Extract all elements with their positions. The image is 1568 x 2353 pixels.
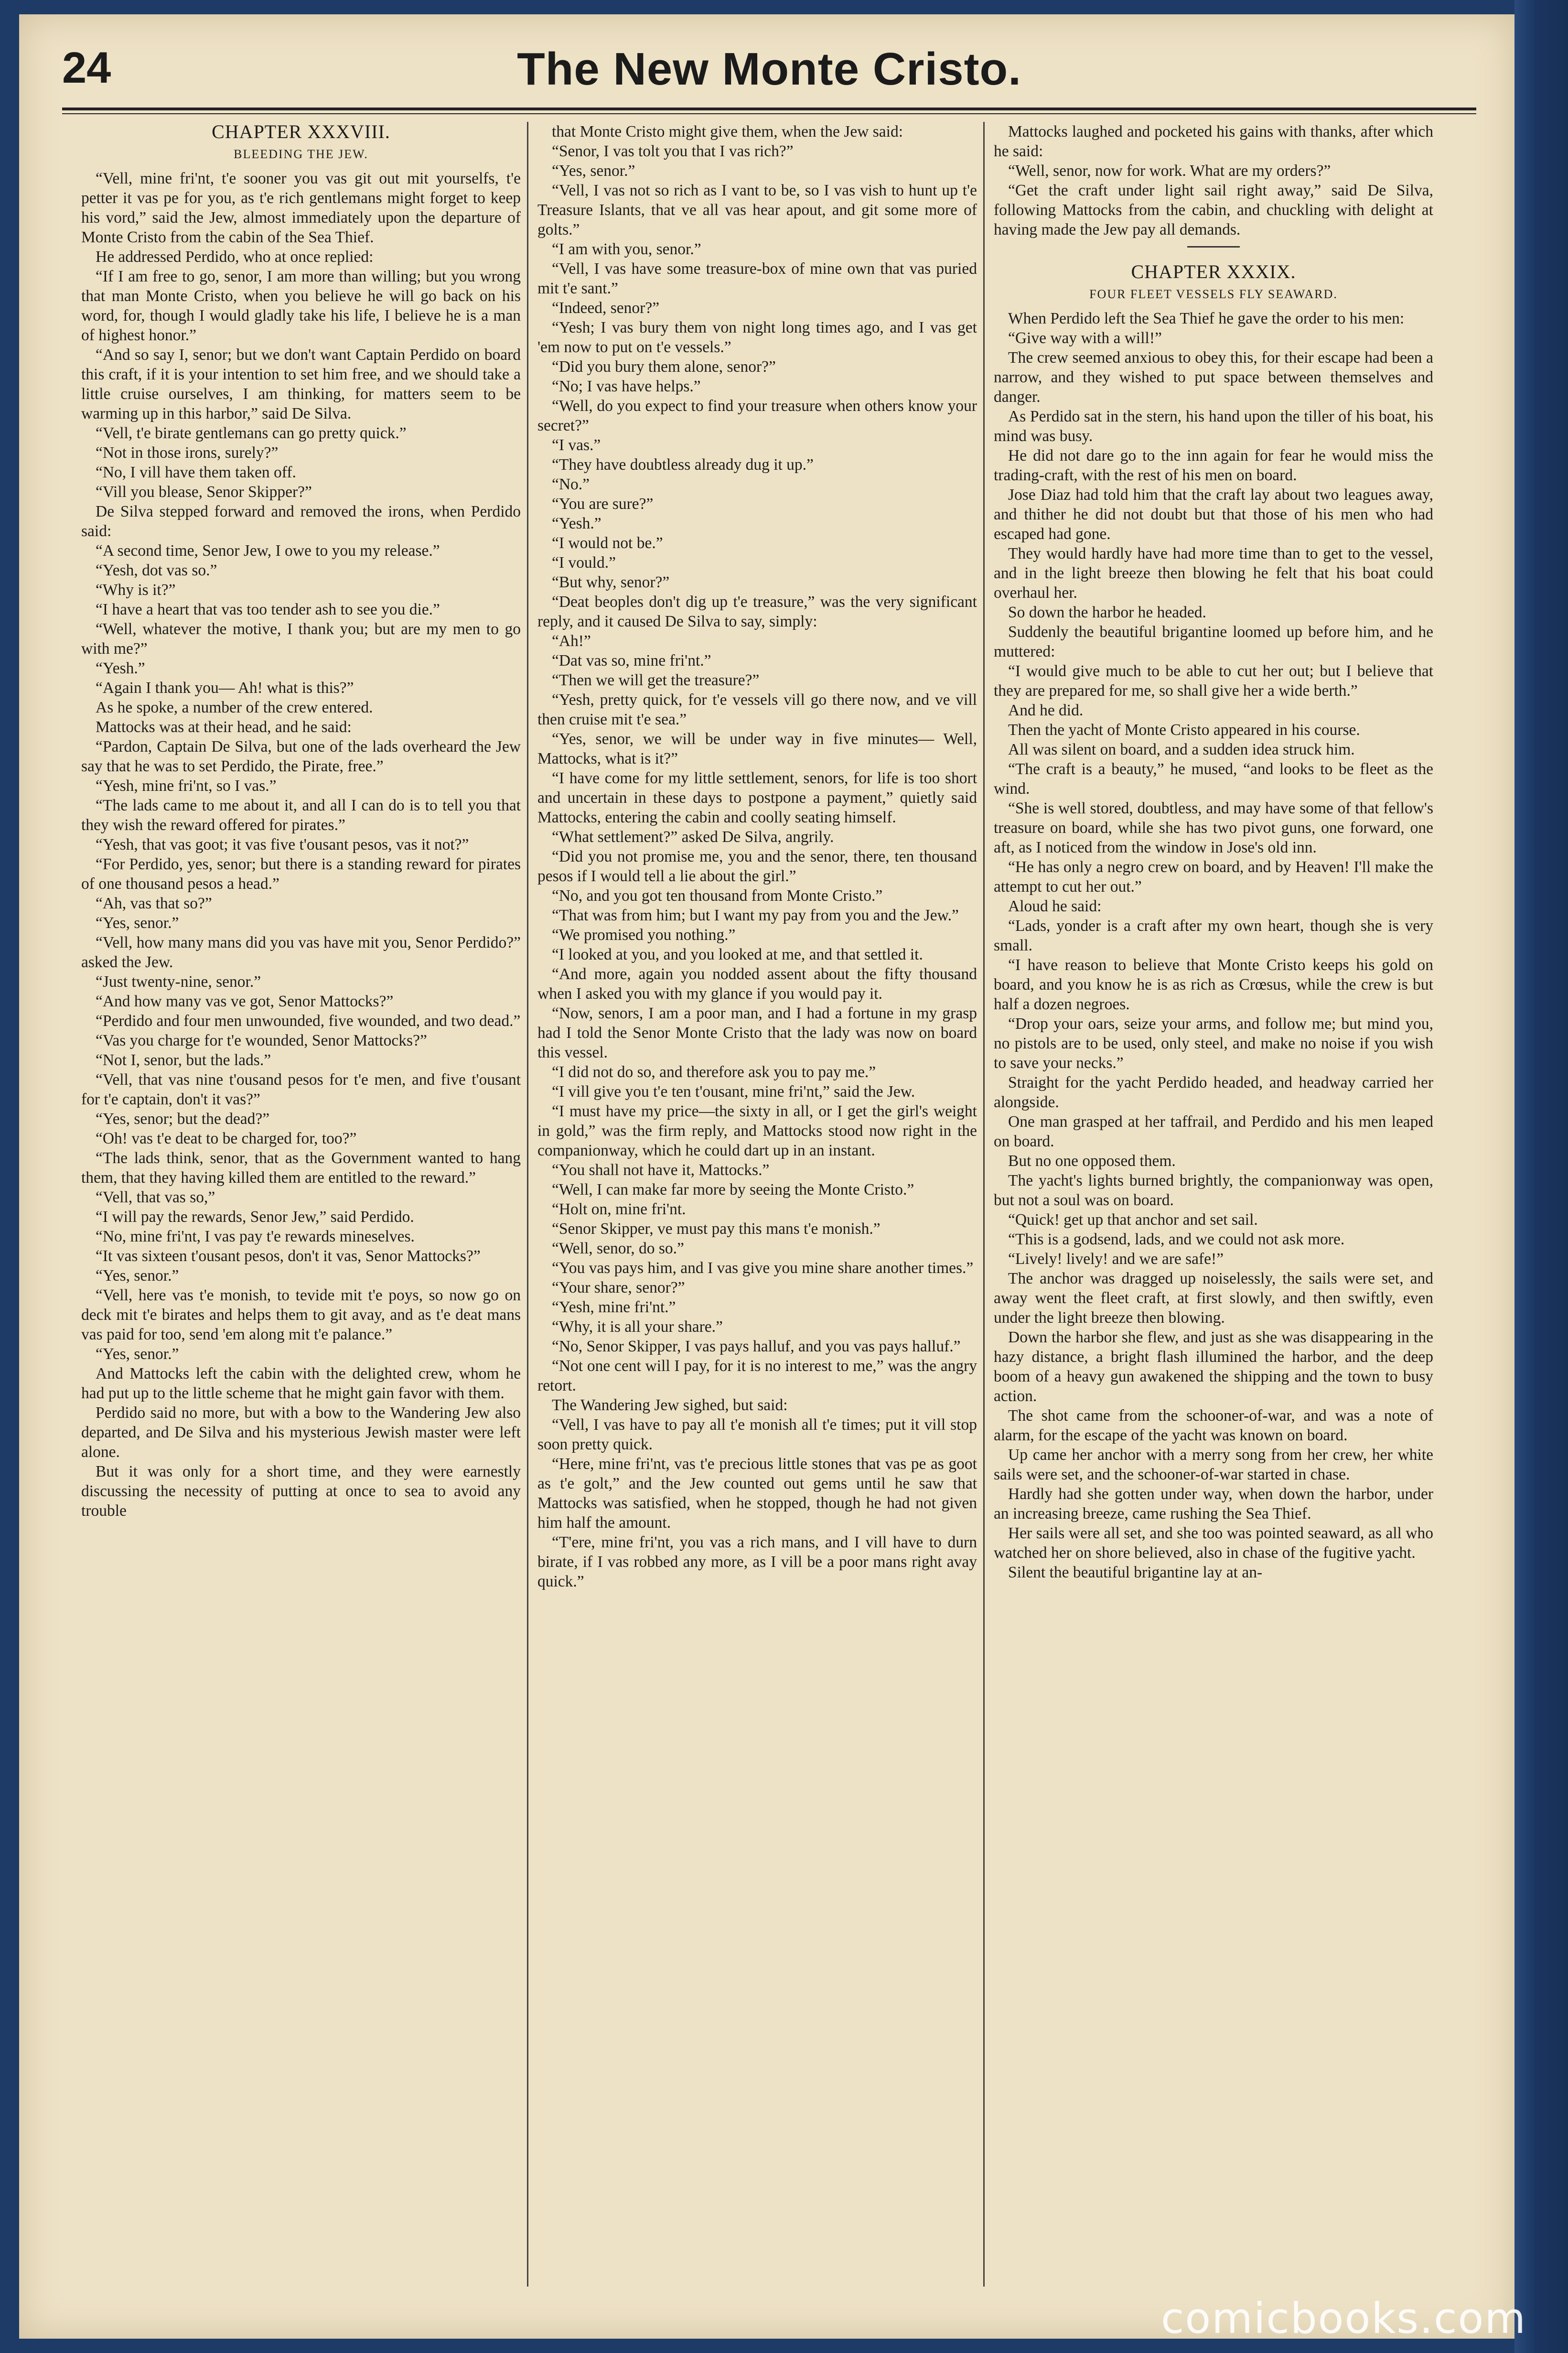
paragraph: “You are sure?” [552, 495, 654, 513]
paragraph: “Vell, I vas not so rich as I vant to be, so I vas vish to hunt up t'e Treasure Islants, that ve all vas hear apout, and git some more of golts.” [537, 182, 977, 238]
paragraph: Aloud he said: [1008, 897, 1102, 915]
paragraph: “Drop your oars, seize your arms, and follow me; but mind you, no pistols are to be used, only steel, and make no noise if you wish to save your necks.” [994, 1015, 1433, 1072]
paragraph: “Vill you blease, Senor Skipper?” [96, 483, 312, 501]
paragraph: “And so say I, senor; but we don't want Captain Perdido on board this craft, if it is your intention to set him free, and we should take a little cruise ourselves, I am thinking, for matters seem to be warming up in this harbor,” said De Silva. [81, 346, 521, 422]
page-title: The New Monte Cristo. [517, 43, 1021, 95]
paragraph: “Deat beoples don't dig up t'e treasure,” was the very significant reply, and it caused De Silva to say, simply: [537, 593, 977, 630]
book-spine [1514, 0, 1568, 2353]
paragraph: And Mattocks left the cabin with the delighted crew, whom he had put up to the little scheme that he might gain favor with them. [81, 1365, 521, 1402]
paragraph: But no one opposed them. [1008, 1152, 1176, 1170]
paragraph: “Vell, I vas have to pay all t'e monish all t'e times; put it vill stop soon pretty quick. [537, 1416, 977, 1453]
paragraph: Silent the beautiful brigantine lay at an- [1008, 1564, 1263, 1581]
paragraph: “T'ere, mine fri'nt, you vas a rich mans, and I vill have to durn birate, if I vas robbed any more, as I vill be a poor mans right avay quick.” [537, 1533, 977, 1590]
paragraph: “Just twenty-nine, senor.” [96, 973, 261, 991]
paragraph: “This is a godsend, lads, and we could not ask more. [1008, 1230, 1345, 1248]
paragraph: “Your share, senor?” [552, 1279, 685, 1296]
paragraph: “Ah!” [552, 632, 591, 650]
paragraph: He addressed Perdido, who at once replied: [96, 248, 374, 266]
chapter-heading: CHAPTER XXXIX. [1131, 261, 1296, 282]
column-2 [537, 122, 977, 2287]
paragraph: “If I am free to go, senor, I am more than willing; but you wrong that man Monte Cristo, when you believe he will go back on his word, for, though I would gladly take his life, I believe he is a man of highest honor.” [81, 268, 521, 344]
chapter-heading: CHAPTER XXXVIII. [212, 122, 390, 142]
paragraph: “Yesh; I vas bury them von night long times ago, and I vas get 'em now to put on t'e vessels.” [537, 319, 977, 356]
paragraph: “I have come for my little settlement, senors, for life is too short and uncertain in these days to postpone a payment,” quietly said Mattocks, entering the cabin and coolly seating himself. [537, 769, 977, 826]
paragraph: “Yes, senor.” [96, 1345, 179, 1363]
paragraph: The shot came from the schooner-of-war, and was a note of alarm, for the escape of the yacht was known on board. [994, 1407, 1433, 1444]
paragraph: “Yesh.” [96, 659, 145, 677]
paragraph: Up came her anchor with a merry song from her crew, her white sails were set, and the schooner-of-war started in chase. [994, 1446, 1433, 1483]
paragraph: “Yes, senor.” [552, 162, 635, 180]
paragraph: “I vould.” [552, 554, 616, 572]
paragraph: “For Perdido, yes, senor; but there is a standing reward for pirates of one thousand pesos a head.” [81, 855, 521, 893]
page-header [62, 33, 1476, 105]
paragraph: “You shall not have it, Mattocks.” [552, 1161, 770, 1179]
paragraph: Jose Diaz had told him that the craft lay about two leagues away, and thither he did not doubt but that those of his men who had escaped had gone. [994, 486, 1433, 543]
paragraph: “Yesh, that vas goot; it vas five t'ousant pesos, vas it not?” [96, 836, 469, 853]
paragraph: “No, I vill have them taken off. [96, 464, 296, 481]
paragraph: But it was only for a short time, and they were earnestly discussing the necessity of putting at once to sea to avoid any trouble [81, 1463, 521, 1520]
paragraph: “Why is it?” [96, 581, 176, 599]
paragraph: “But why, senor?” [552, 573, 670, 591]
paragraph: “Indeed, senor?” [552, 299, 660, 317]
paragraph: “Now, senors, I am a poor man, and I had a fortune in my grasp had I told the Senor Monte Cristo that the lady was now on board this vessel. [537, 1004, 977, 1061]
paragraph: “Not I, senor, but the lads.” [96, 1051, 271, 1069]
chapter-subtitle: BLEEDING THE JEW. [234, 147, 368, 161]
paragraph: When Perdido left the Sea Thief he gave the order to his men: [1008, 310, 1405, 327]
paragraph: All was silent on board, and a sudden idea struck him. [1008, 741, 1355, 758]
paragraph: The Wandering Jew sighed, but said: [552, 1396, 788, 1414]
paragraph: “No, and you got ten thousand from Monte Cristo.” [552, 887, 883, 905]
paragraph: “Oh! vas t'e deat to be charged for, too?” [96, 1130, 357, 1147]
paragraph: “I would give much to be able to cut her out; but I believe that they are prepared for me, so shall give her a wide berth.” [994, 662, 1433, 700]
paragraph: “Yesh, pretty quick, for t'e vessels vill go there now, and ve vill then cruise mit t'e sea.” [537, 691, 977, 728]
paragraph: “I looked at you, and you looked at me, and that settled it. [552, 946, 923, 963]
column-1 [81, 122, 521, 2287]
paragraph: Then the yacht of Monte Cristo appeared in his course. [1008, 721, 1360, 739]
paragraph: “You vas pays him, and I vas give you mine share another times.” [552, 1259, 974, 1277]
paragraph: “I have a heart that vas too tender ash to see you die.” [96, 601, 440, 618]
paragraph: “Yes, senor; but the dead?” [96, 1110, 270, 1128]
paragraph: The anchor was dragged up noiselessly, the sails were set, and away went the fleet craft, at first slowly, and then swiftly, even under the light breeze then blowing. [994, 1270, 1433, 1327]
paragraph: Straight for the yacht Perdido headed, and headway carried her alongside. [994, 1074, 1433, 1111]
paragraph: “Well, senor, do so.” [552, 1240, 684, 1257]
paragraph: “And how many vas ve got, Senor Mattocks?” [96, 993, 394, 1010]
paragraph: “Quick! get up that anchor and set sail. [1008, 1211, 1258, 1229]
header-rule [62, 108, 1476, 114]
paragraph: “She is well stored, doubtless, and may have some of that fellow's treasure on board, while she has two pivot guns, one forward, one aft, as I noticed from the window in Jose's old inn. [994, 799, 1433, 856]
paragraph: They would hardly have had more time than to get to the vessel, and in the light breeze then blowing he felt that his boat could overhaul her. [994, 545, 1433, 602]
paragraph: “I have reason to believe that Monte Cristo keeps his gold on board, and you know he is as rich as Crœsus, while the crew is but half a dozen negroes. [994, 956, 1433, 1013]
paragraph: “Not in those irons, surely?” [96, 444, 279, 462]
paragraph: “Lively! lively! and we are safe!” [1008, 1250, 1224, 1268]
column-1-text [81, 169, 521, 1521]
section-divider [1187, 246, 1240, 248]
paragraph: “I must have my price—the sixty in all, or I get the girl's weight in gold,” was the firm reply, and Mattocks stood now right in the companionway, which he could dart up in an instant. [537, 1102, 977, 1159]
paragraph: “Vell, mine fri'nt, t'e sooner you vas git out mit yourselfs, t'e petter it vas pe for you, as t'e rich gentlemans might forget to keep his vord,” said the Jew, almost immediately upon the departure of Monte Cristo from the cabin of the Sea Thief. [81, 170, 521, 246]
paragraph: As he spoke, a number of the crew entered. [96, 699, 373, 716]
paragraph: “Not one cent will I pay, for it is no interest to me,” was the angry retort. [537, 1357, 977, 1394]
paragraph: “A second time, Senor Jew, I owe to you my release.” [96, 542, 440, 560]
paragraph: “Ah, vas that so?” [96, 895, 212, 912]
paragraph: “He has only a negro crew on board, and by Heaven! I'll make the attempt to cut her out.” [994, 858, 1433, 896]
paragraph: “It vas sixteen t'ousant pesos, don't it vas, Senor Mattocks?” [96, 1247, 481, 1265]
paragraph: “We promised you nothing.” [552, 926, 736, 944]
paragraph: “What settlement?” asked De Silva, angrily. [552, 828, 834, 846]
paragraph: “The lads came to me about it, and all I can do is to tell you that they wish the reward offered for pirates.” [81, 797, 521, 834]
watermark: comicbooks.com [1161, 2294, 1527, 2343]
paragraph: “Pardon, Captain De Silva, but one of the lads overheard the Jew say that he was to set Perdido, the Pirate, free.” [81, 738, 521, 775]
paragraph: “Yesh, dot vas so.” [96, 561, 217, 579]
paragraph: “The craft is a beauty,” he mused, “and looks to be fleet as the wind. [994, 760, 1433, 798]
paragraph: “Yes, senor.” [96, 1267, 179, 1284]
column-3-text-before [994, 122, 1433, 239]
paragraph: “Vell, how many mans did you vas have mit you, Senor Perdido?” asked the Jew. [81, 934, 521, 971]
paragraph: “Vell, that vas nine t'ousand pesos for t'e men, and five t'ousant for t'e captain, don't it vas?” [81, 1071, 521, 1108]
paragraph: “No; I vas have helps.” [552, 378, 701, 395]
paragraph: “That was from him; but I want my pay from you and the Jew.” [552, 907, 959, 924]
paragraph: “Senor, I vas tolt you that I vas rich?” [552, 142, 794, 160]
column-divider [527, 122, 528, 2287]
paragraph: “Here, mine fri'nt, vas t'e precious little stones that vas pe as goot as t'e golt,” and the Jew counted out gems until he saw that Mattocks was satisfied, when he stopped, though he had not given him half the amount. [537, 1455, 977, 1532]
paragraph: “Yesh, mine fri'nt, so I vas.” [96, 777, 277, 795]
paragraph: “And more, again you nodded assent about the fifty thousand when I asked you with my glance if you would pay it. [537, 965, 977, 1003]
page-number: 24 [62, 43, 111, 92]
paragraph: He did not dare go to the inn again for fear he would miss the trading-craft, with the rest of his men on board. [994, 447, 1433, 484]
paragraph: “Vell, I vas have some treasure-box of mine own that vas puried mit t'e sant.” [537, 260, 977, 297]
paragraph: “Yes, senor.” [96, 914, 179, 932]
paragraph: “Again I thank you— Ah! what is this?” [96, 679, 354, 697]
column-3-text [994, 309, 1433, 1582]
paragraph: “Yesh.” [552, 515, 601, 532]
paragraph: “Well, do you expect to find your treasure when others know your secret?” [537, 397, 977, 434]
paragraph: So down the harbor he headed. [1008, 604, 1206, 621]
paragraph: “Did you not promise me, you and the senor, there, ten thousand pesos if I would tell a lie about the girl.” [537, 848, 977, 885]
paragraph: The crew seemed anxious to obey this, for their escape had been a narrow, and they wished to put space between themselves and danger. [994, 349, 1433, 406]
column-divider [983, 122, 985, 2287]
paragraph: “Lads, yonder is a craft after my own heart, though she is very small. [994, 917, 1433, 954]
paragraph: “The lads think, senor, that as the Government wanted to hang them, that they having killed them are entitled to the reward.” [81, 1149, 521, 1187]
paragraph: “I will pay the rewards, Senor Jew,” said Perdido. [96, 1208, 414, 1226]
paragraph: “No, mine fri'nt, I vas pay t'e rewards mineselves. [96, 1228, 415, 1245]
paragraph: “Then we will get the treasure?” [552, 671, 760, 689]
paragraph: “Vell, here vas t'e monish, to tevide mit t'e poys, so now go on deck mit t'e birates and helps them to git avay, and as t'e deat mans vas paid for too, send 'em along mit t'e palance.” [81, 1286, 521, 1343]
paragraph: “Holt on, mine fri'nt. [552, 1200, 686, 1218]
paragraph: “Did you bury them alone, senor?” [552, 358, 776, 376]
paragraph: As Perdido sat in the stern, his hand upon the tiller of his boat, his mind was busy. [994, 408, 1433, 445]
paragraph: “Yesh, mine fri'nt.” [552, 1298, 676, 1316]
paragraph: Mattocks was at their head, and he said: [96, 718, 352, 736]
paragraph: Mattocks laughed and pocketed his gains with thanks, after which he said: [994, 123, 1433, 160]
paragraph: Hardly had she gotten under way, when down the harbor, under an increasing breeze, came rushing the Sea Thief. [994, 1485, 1433, 1522]
paragraph: Suddenly the beautiful brigantine loomed up before him, and he muttered: [994, 623, 1433, 660]
paragraph: Perdido said no more, but with a bow to the Wandering Jew also departed, and De Silva and his mysterious Jewish master were left alone. [81, 1404, 521, 1461]
paragraph: “Vell, t'e birate gentlemans can go pretty quick.” [96, 424, 407, 442]
paragraph: “Perdido and four men unwounded, five wounded, and two dead.” [96, 1012, 521, 1030]
paragraph: “I did not do so, and therefore ask you to pay me.” [552, 1063, 876, 1081]
paragraph: “I vas.” [552, 436, 601, 454]
paragraph: Her sails were all set, and she too was pointed seaward, as all who watched her on shore believed, also in chase of the fugitive yacht. [994, 1524, 1433, 1562]
paragraph: “Dat vas so, mine fri'nt.” [552, 652, 711, 669]
paragraph: “I am with you, senor.” [552, 240, 701, 258]
paragraph: “No.” [552, 475, 590, 493]
paragraph: “Vas you charge for t'e wounded, Senor Mattocks?” [96, 1032, 427, 1049]
paragraph: “Get the craft under light sail right away,” said De Silva, following Mattocks from the cabin, and chuckling with delight at having made the Jew pay all demands. [994, 182, 1433, 238]
paragraph: De Silva stepped forward and removed the irons, when Perdido said: [81, 503, 521, 540]
paragraph: “Yes, senor, we will be under way in five minutes— Well, Mattocks, what is it?” [537, 730, 977, 767]
paragraph: that Monte Cristo might give them, when the Jew said: [552, 123, 903, 140]
paragraph: The yacht's lights burned brightly, the companionway was open, but not a soul was on board. [994, 1172, 1433, 1209]
page [19, 14, 1514, 2339]
paragraph: “They have doubtless already dug it up.” [552, 456, 814, 474]
paragraph: “Senor Skipper, ve must pay this mans t'e monish.” [552, 1220, 881, 1238]
paragraph: “I would not be.” [552, 534, 663, 552]
paragraph: “Well, whatever the motive, I thank you; but are my men to go with me?” [81, 620, 521, 658]
paragraph: “No, Senor Skipper, I vas pays halluf, and you vas pays halluf.” [552, 1338, 961, 1355]
paragraph: “Well, I can make far more by seeing the Monte Cristo.” [552, 1181, 914, 1198]
paragraph: Down the harbor she flew, and just as she was disappearing in the hazy distance, a bright flash illumined the harbor, and the deep boom of a heavy gun awakened the shipping and the town to busy action. [994, 1328, 1433, 1405]
paragraph: “Well, senor, now for work. What are my orders?” [1008, 162, 1331, 180]
paragraph: “Why, it is all your share.” [552, 1318, 723, 1336]
paragraph: And he did. [1008, 702, 1084, 719]
column-2-text [537, 122, 977, 1591]
paragraph: “I vill give you t'e ten t'ousant, mine fri'nt,” said the Jew. [552, 1083, 915, 1101]
chapter-subtitle: FOUR FLEET VESSELS FLY SEAWARD. [1089, 287, 1338, 301]
paragraph: One man grasped at her taffrail, and Perdido and his men leaped on board. [994, 1113, 1433, 1150]
column-3 [994, 122, 1433, 2287]
paragraph: “Vell, that vas so,” [96, 1188, 215, 1206]
paragraph: “Give way with a will!” [1008, 329, 1162, 347]
